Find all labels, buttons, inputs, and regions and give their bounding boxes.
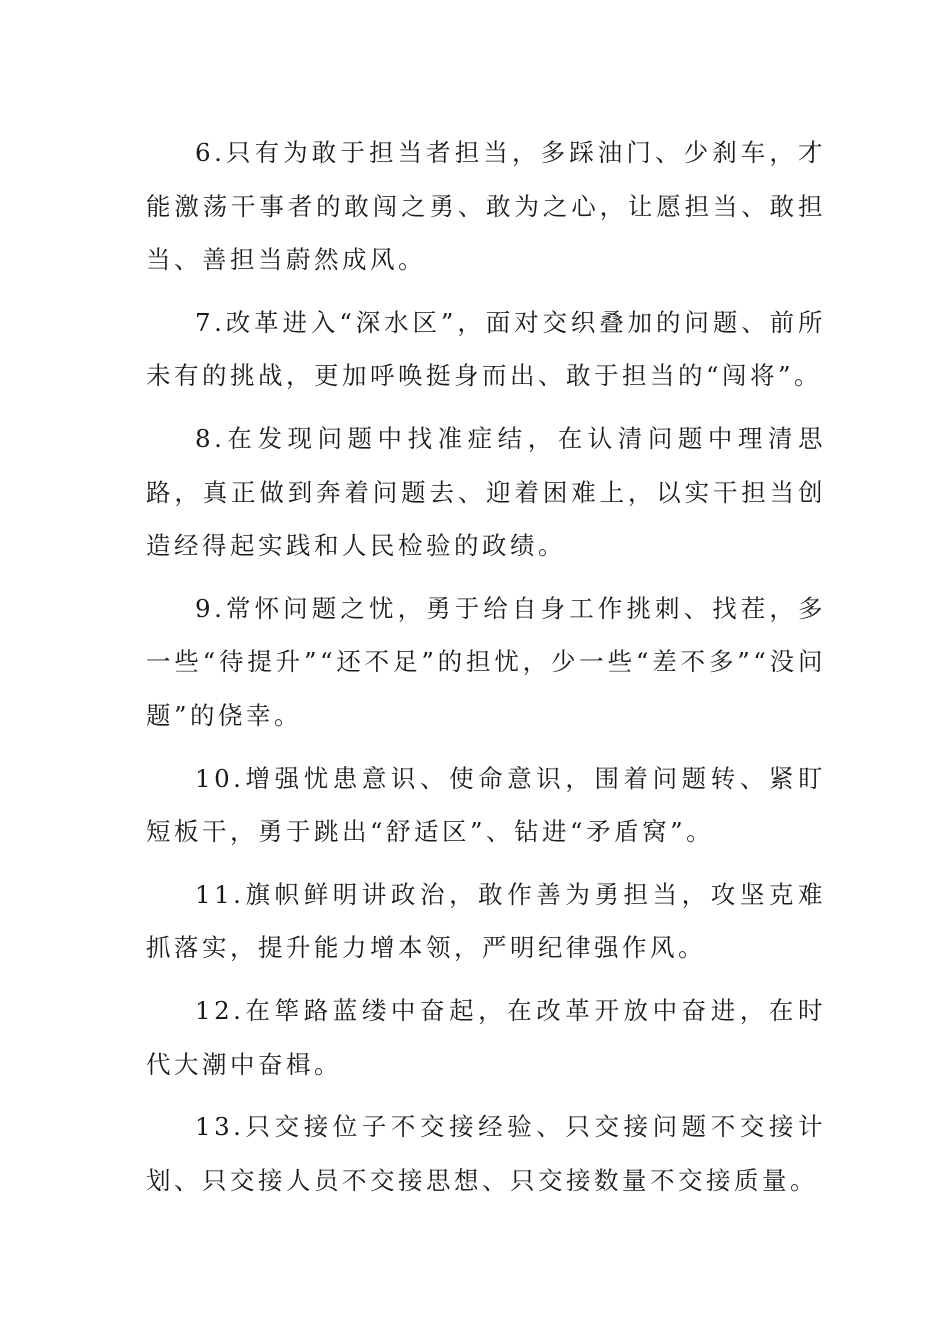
paragraph-9: 9.常怀问题之忧，勇于给自身工作挑刺、找茬，多一些“待提升”“还不足”的担忧，少一些“差不多”“没问题”的侥幸。	[146, 593, 826, 730]
paragraph-12: 12.在筚路蓝缕中奋起，在改革开放中奋进，在时代大潮中奋楫。	[146, 995, 826, 1079]
paragraph-7: 7.改革进入“深水区”，面对交织叠加的问题、前所未有的挑战，更加呼唤挺身而出、敢于担当的“闯将”。	[146, 307, 826, 391]
paragraph-6: 6.只有为敢于担当者担当，多踩油门、少刹车，才能激荡干事者的敢闯之勇、敢为之心，让愿担当、敢担当、善担当蔚然成风。	[146, 138, 826, 275]
paragraph-11: 11.旗帜鲜明讲政治，敢作善为勇担当，攻坚克难抓落实，提升能力增本领，严明纪律强作风。	[146, 879, 826, 963]
paragraph-13: 13.只交接位子不交接经验、只交接问题不交接计划、只交接人员不交接思想、只交接数量不交接质量。	[146, 1112, 826, 1195]
document-body	[146, 126, 826, 1216]
paragraph-10: 10.增强忧患意识、使命意识，围着问题转、紧盯短板干，勇于跳出“舒适区”、钻进“矛盾窝”。	[146, 763, 826, 847]
paragraph-8: 8.在发现问题中找准症结，在认清问题中理清思路，真正做到奔着问题去、迎着困难上，以实干担当创造经得起实践和人民检验的政绩。	[146, 423, 826, 561]
